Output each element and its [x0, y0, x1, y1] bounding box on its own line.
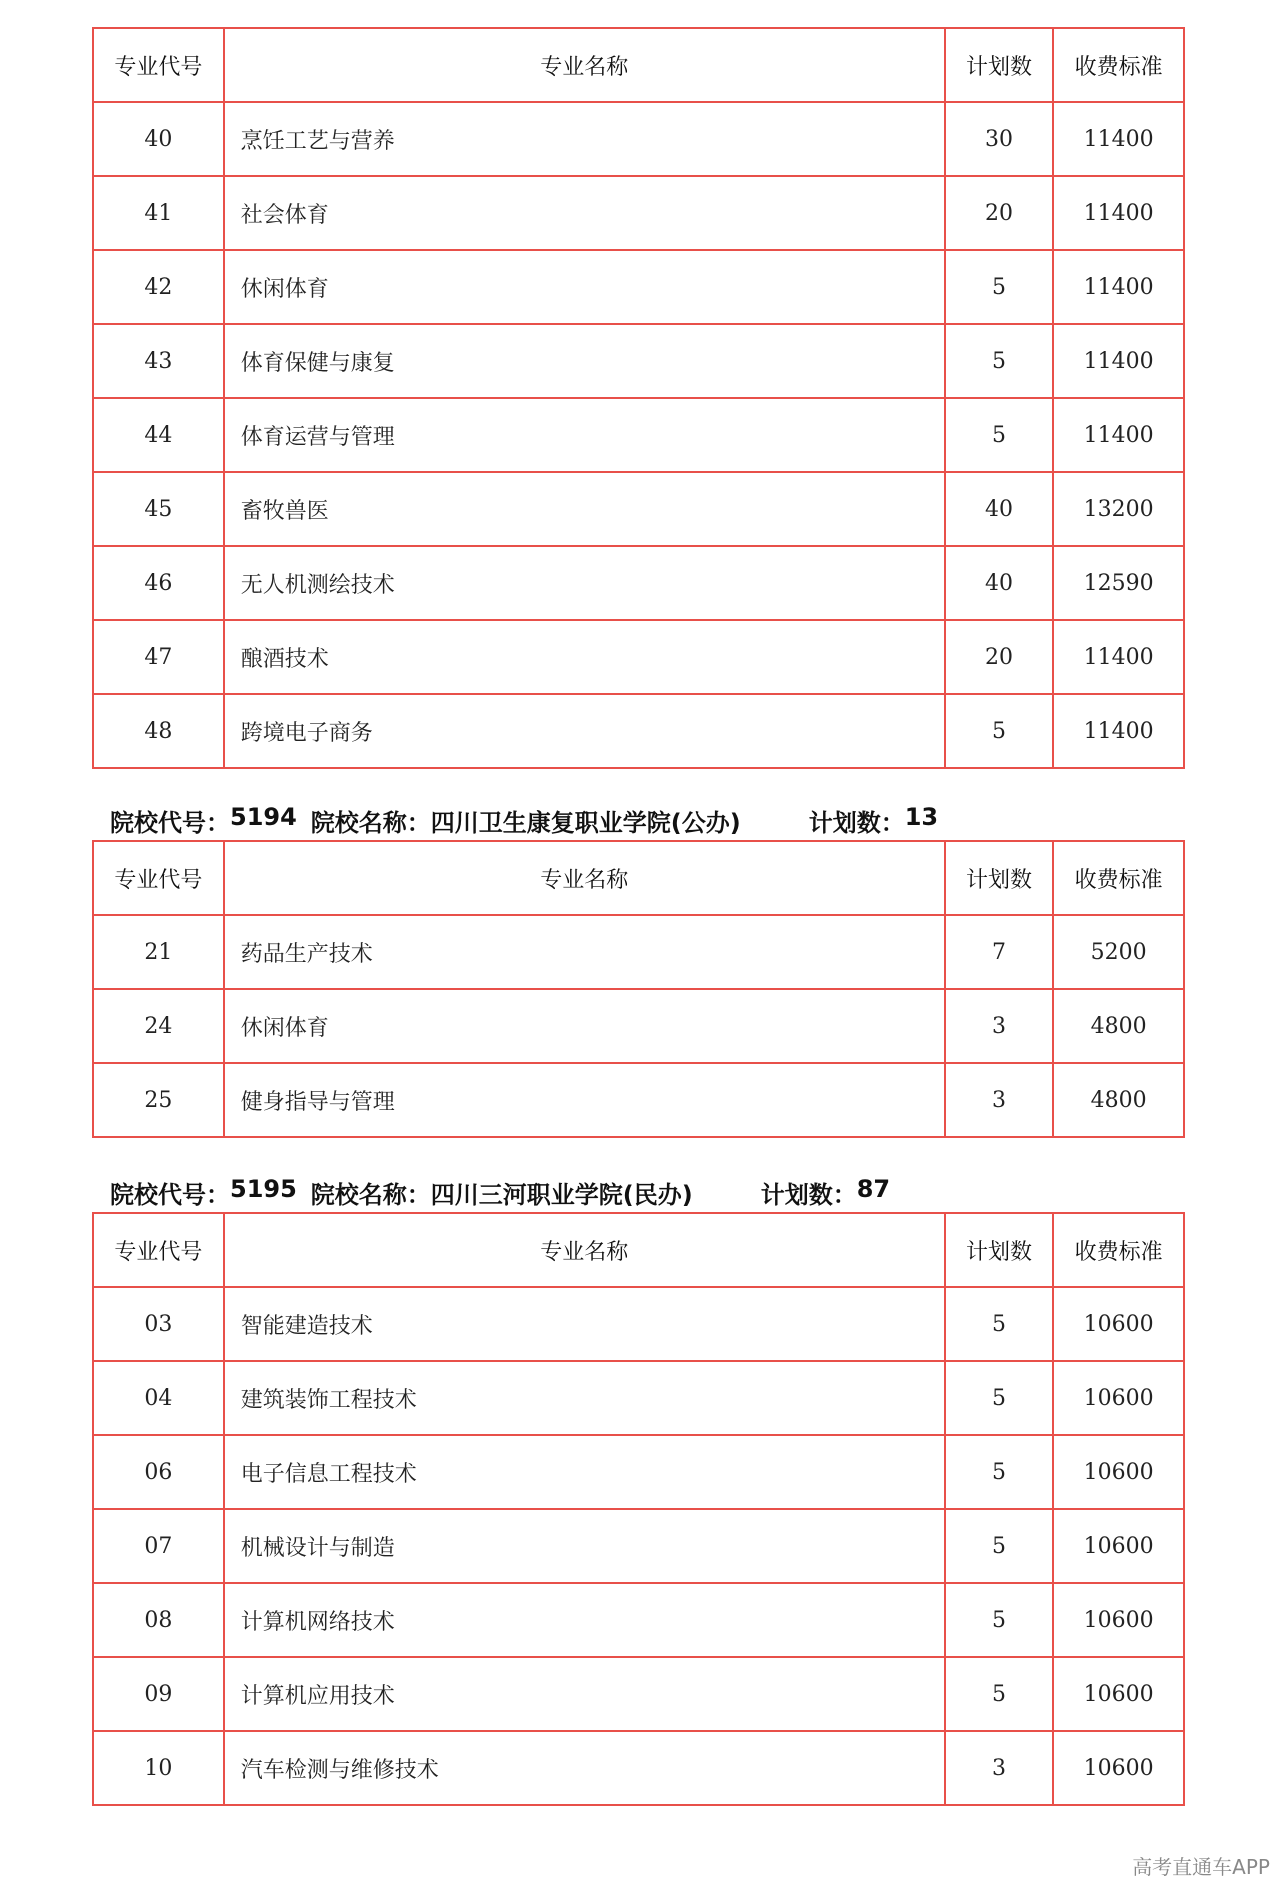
- major-code-cell: 41: [93, 176, 224, 250]
- major-name-cell: 休闲体育: [224, 250, 945, 324]
- table-row: [93, 1435, 1184, 1509]
- plan-count-cell: 5: [945, 250, 1054, 324]
- table-row: [93, 989, 1184, 1063]
- header-major-name: 专业名称: [224, 841, 945, 915]
- major-name-cell: 智能建造技术: [224, 1287, 945, 1361]
- table-row: [93, 250, 1184, 324]
- fee-cell: 10600: [1053, 1361, 1184, 1435]
- table-row: [93, 546, 1184, 620]
- school-info-5194: [110, 803, 938, 838]
- major-code-cell: 24: [93, 989, 224, 1063]
- plan-count-cell: 3: [945, 1731, 1054, 1805]
- major-name-cell: 跨境电子商务: [224, 694, 945, 768]
- major-code-cell: 04: [93, 1361, 224, 1435]
- fee-cell: 11400: [1053, 250, 1184, 324]
- table-row: [93, 694, 1184, 768]
- fee-cell: 11400: [1053, 324, 1184, 398]
- table-row: [93, 620, 1184, 694]
- major-code-cell: 44: [93, 398, 224, 472]
- plan-count-cell: 3: [945, 989, 1054, 1063]
- app-watermark: 高考直通车APP: [1132, 1855, 1270, 1879]
- table-row: [93, 915, 1184, 989]
- fee-cell: 5200: [1053, 915, 1184, 989]
- plan-count-cell: 5: [945, 694, 1054, 768]
- header-fee: 收费标准: [1053, 841, 1184, 915]
- fee-cell: 10600: [1053, 1435, 1184, 1509]
- major-name-cell: 汽车检测与维修技术: [224, 1731, 945, 1805]
- major-code-cell: 03: [93, 1287, 224, 1361]
- plan-count-cell: 5: [945, 1287, 1054, 1361]
- header-fee: 收费标准: [1053, 1213, 1184, 1287]
- school-code: 5194: [230, 803, 297, 831]
- school-plan: 13: [904, 803, 939, 831]
- major-name-cell: 休闲体育: [224, 989, 945, 1063]
- fee-cell: 12590: [1053, 546, 1184, 620]
- major-code-cell: 21: [93, 915, 224, 989]
- fee-cell: 13200: [1053, 472, 1184, 546]
- fee-cell: 10600: [1053, 1509, 1184, 1583]
- fee-cell: 11400: [1053, 176, 1184, 250]
- major-table-2: [92, 840, 1185, 1138]
- school-code: 5195: [230, 1175, 297, 1203]
- school-plan-label: 计划数：: [808, 809, 905, 837]
- major-code-cell: 45: [93, 472, 224, 546]
- major-table-1: [92, 27, 1185, 769]
- table-row: [93, 1063, 1184, 1137]
- major-name-cell: 电子信息工程技术: [224, 1435, 945, 1509]
- major-name-cell: 建筑装饰工程技术: [224, 1361, 945, 1435]
- school-code-label: 院校代号：: [110, 809, 230, 837]
- school-plan-label: 计划数：: [760, 1181, 857, 1209]
- header-plan-count: 计划数: [945, 1213, 1054, 1287]
- plan-count-cell: 5: [945, 1657, 1054, 1731]
- major-code-cell: 10: [93, 1731, 224, 1805]
- header-plan-count: 计划数: [945, 28, 1054, 102]
- fee-cell: 10600: [1053, 1731, 1184, 1805]
- fee-cell: 11400: [1053, 102, 1184, 176]
- plan-count-cell: 30: [945, 102, 1054, 176]
- major-code-cell: 06: [93, 1435, 224, 1509]
- plan-count-cell: 5: [945, 1583, 1054, 1657]
- table-header-row: [93, 841, 1184, 915]
- table-row: [93, 1657, 1184, 1731]
- table-row: [93, 102, 1184, 176]
- header-fee: 收费标准: [1053, 28, 1184, 102]
- fee-cell: 10600: [1053, 1287, 1184, 1361]
- plan-count-cell: 7: [945, 915, 1054, 989]
- header-plan-count: 计划数: [945, 841, 1054, 915]
- plan-count-cell: 40: [945, 472, 1054, 546]
- table-row: [93, 1509, 1184, 1583]
- major-name-cell: 健身指导与管理: [224, 1063, 945, 1137]
- fee-cell: 11400: [1053, 694, 1184, 768]
- header-major-name: 专业名称: [224, 1213, 945, 1287]
- fee-cell: 11400: [1053, 398, 1184, 472]
- major-code-cell: 46: [93, 546, 224, 620]
- school-name: 四川三河职业学院(民办): [430, 1181, 693, 1209]
- major-name-cell: 烹饪工艺与营养: [224, 102, 945, 176]
- major-name-cell: 体育保健与康复: [224, 324, 945, 398]
- table-row: [93, 1731, 1184, 1805]
- school-name: 四川卫生康复职业学院(公办): [430, 809, 741, 837]
- major-table-3: [92, 1212, 1185, 1806]
- major-code-cell: 42: [93, 250, 224, 324]
- major-code-cell: 48: [93, 694, 224, 768]
- header-major-code: 专业代号: [93, 28, 224, 102]
- fee-cell: 10600: [1053, 1657, 1184, 1731]
- plan-count-cell: 5: [945, 1435, 1054, 1509]
- major-name-cell: 酿酒技术: [224, 620, 945, 694]
- header-major-code: 专业代号: [93, 1213, 224, 1287]
- table-row: [93, 1361, 1184, 1435]
- plan-count-cell: 3: [945, 1063, 1054, 1137]
- table-header-row: [93, 28, 1184, 102]
- major-code-cell: 40: [93, 102, 224, 176]
- school-name-label: 院校名称：: [310, 1181, 431, 1209]
- major-name-cell: 药品生产技术: [224, 915, 945, 989]
- major-code-cell: 25: [93, 1063, 224, 1137]
- plan-count-cell: 40: [945, 546, 1054, 620]
- major-code-cell: 09: [93, 1657, 224, 1731]
- table-row: [93, 176, 1184, 250]
- plan-count-cell: 5: [945, 1509, 1054, 1583]
- table-row: [93, 1287, 1184, 1361]
- plan-count-cell: 20: [945, 620, 1054, 694]
- major-code-cell: 07: [93, 1509, 224, 1583]
- plan-count-cell: 5: [945, 324, 1054, 398]
- school-name-label: 院校名称：: [310, 809, 431, 837]
- plan-count-cell: 20: [945, 176, 1054, 250]
- major-name-cell: 社会体育: [224, 176, 945, 250]
- header-major-name: 专业名称: [224, 28, 945, 102]
- fee-cell: 10600: [1053, 1583, 1184, 1657]
- major-code-cell: 43: [93, 324, 224, 398]
- fee-cell: 4800: [1053, 1063, 1184, 1137]
- table-row: [93, 398, 1184, 472]
- table-header-row: [93, 1213, 1184, 1287]
- major-name-cell: 畜牧兽医: [224, 472, 945, 546]
- plan-count-cell: 5: [945, 1361, 1054, 1435]
- table-row: [93, 1583, 1184, 1657]
- major-code-cell: 08: [93, 1583, 224, 1657]
- school-info-5195: [110, 1175, 890, 1210]
- major-code-cell: 47: [93, 620, 224, 694]
- major-name-cell: 计算机应用技术: [224, 1657, 945, 1731]
- fee-cell: 11400: [1053, 620, 1184, 694]
- table-row: [93, 324, 1184, 398]
- header-major-code: 专业代号: [93, 841, 224, 915]
- major-name-cell: 计算机网络技术: [224, 1583, 945, 1657]
- major-name-cell: 无人机测绘技术: [224, 546, 945, 620]
- table-row: [93, 472, 1184, 546]
- major-name-cell: 体育运营与管理: [224, 398, 945, 472]
- fee-cell: 4800: [1053, 989, 1184, 1063]
- school-code-label: 院校代号：: [110, 1181, 230, 1209]
- plan-count-cell: 5: [945, 398, 1054, 472]
- school-plan: 87: [856, 1175, 891, 1203]
- major-name-cell: 机械设计与制造: [224, 1509, 945, 1583]
